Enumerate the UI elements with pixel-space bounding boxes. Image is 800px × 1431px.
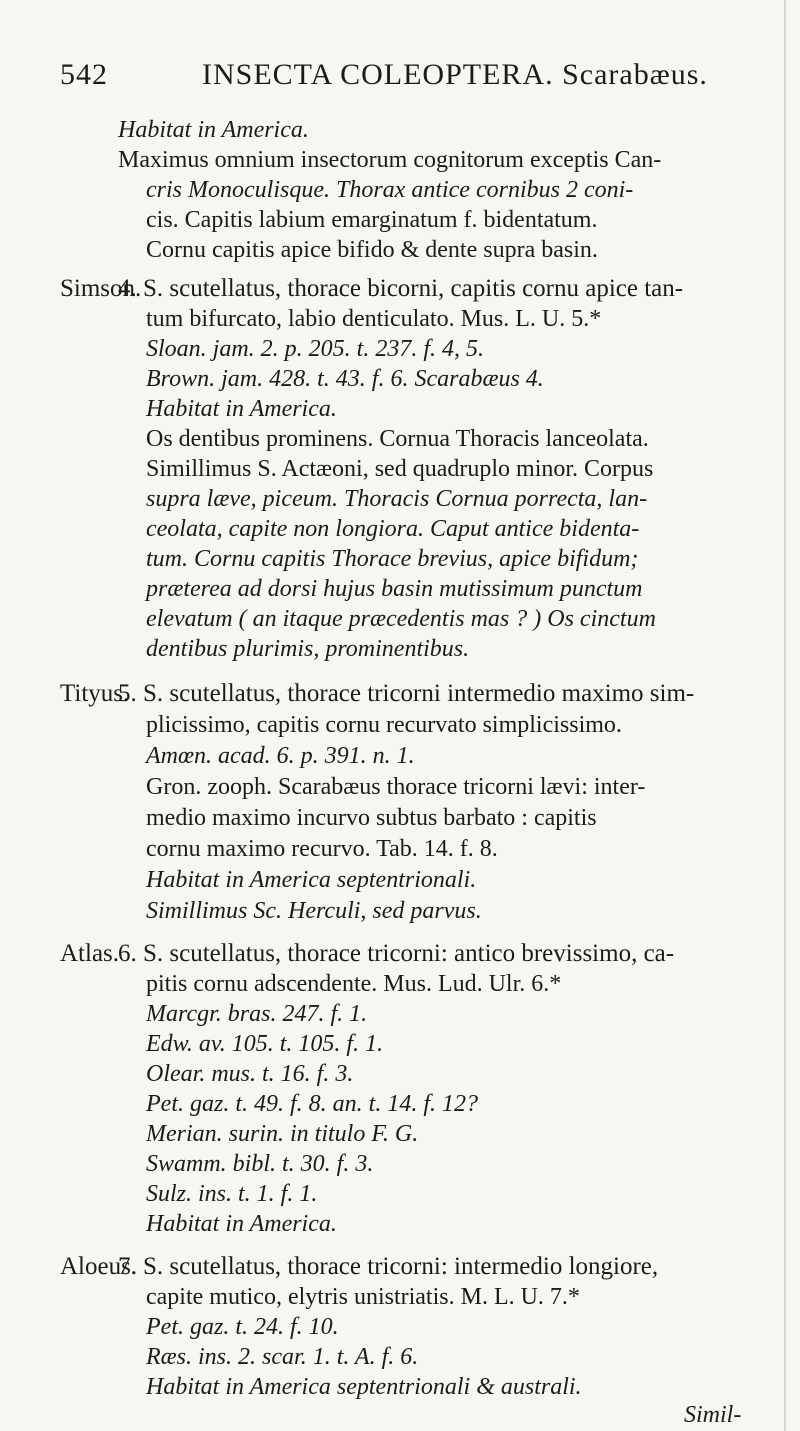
entry-line: plicissimo, capitis cornu recurvato simplicissimo. xyxy=(146,712,622,738)
entry-line: Sulz. ins. t. 1. f. 1. xyxy=(146,1181,318,1207)
entry-line: Simillimus S. Actæoni, sed quadruplo minor. Corpus xyxy=(146,456,654,482)
entry-line: Habitat in America. xyxy=(146,396,337,422)
entry-line: Simillimus Sc. Herculi, sed parvus. xyxy=(146,898,482,924)
entry-line: medio maximo incurvo subtus barbato : capitis xyxy=(146,805,597,831)
entry-line: ceolata, capite non longiora. Caput antice bidenta- xyxy=(146,516,640,542)
entry-line: tum. Cornu capitis Thorace brevius, apice bifidum; xyxy=(146,546,639,572)
intro-line: Maximus omnium insectorum cognitorum exceptis Can- xyxy=(118,147,662,173)
entry-line: Habitat in America. xyxy=(146,1211,337,1237)
entry-line: Pet. gaz. t. 24. f. 10. xyxy=(146,1314,339,1340)
entry-line: supra læve, piceum. Thoracis Cornua porrecta, lan- xyxy=(146,486,648,512)
species-gloss: Simson. xyxy=(60,275,142,302)
entry-line: Swamm. bibl. t. 30. f. 3. xyxy=(146,1151,374,1177)
page-header xyxy=(60,58,760,98)
entry-line: Habitat in America septentrionali. xyxy=(146,867,477,893)
page-edge-shadow xyxy=(784,0,786,1431)
entry-line: Ræs. ins. 2. scar. 1. t. A. f. 6. xyxy=(146,1344,419,1370)
entry-line: elevatum ( an itaque præcedentis mas ? ) Os cinctum xyxy=(146,606,656,632)
entry-line: Edw. av. 105. t. 105. f. 1. xyxy=(146,1031,384,1057)
page-number: 542 xyxy=(60,58,108,91)
intro-line: Cornu capitis apice bifido & dente supra basin. xyxy=(146,237,598,263)
intro-line: Habitat in America. xyxy=(118,117,309,143)
entry-line: Gron. zooph. Scarabæus thorace tricorni lævi: inter- xyxy=(146,774,646,800)
entry-line: præterea ad dorsi hujus basin mutissimum punctum xyxy=(146,576,643,602)
species-diagnosis: 7. S. scutellatus, thorace tricorni: intermedio longiore, xyxy=(118,1253,659,1280)
running-title: INSECTA COLEOPTERA. Scarabæus. xyxy=(202,58,708,91)
entry-line: Marcgr. bras. 247. f. 1. xyxy=(146,1001,368,1027)
entry-line: pitis cornu adscendente. Mus. Lud. Ulr. 6.* xyxy=(146,971,562,997)
entry-line: Sloan. jam. 2. p. 205. t. 237. f. 4, 5. xyxy=(146,336,485,362)
intro-line: cris Monoculisque. Thorax antice cornibus 2 coni- xyxy=(146,177,634,203)
entry-line: Amœn. acad. 6. p. 391. n. 1. xyxy=(146,743,415,769)
entry-line: cornu maximo recurvo. Tab. 14. f. 8. xyxy=(146,836,498,862)
entry-line: Pet. gaz. t. 49. f. 8. an. t. 14. f. 12? xyxy=(146,1091,478,1117)
entry-line: Olear. mus. t. 16. f. 3. xyxy=(146,1061,354,1087)
entry-line: Os dentibus prominens. Cornua Thoracis lanceolata. xyxy=(146,426,649,452)
species-gloss: Aloeus. xyxy=(60,1253,138,1280)
entry-line: Merian. surin. in titulo F. G. xyxy=(146,1121,419,1147)
entry-line: dentibus plurimis, prominentibus. xyxy=(146,636,470,662)
intro-line: cis. Capitis labium emarginatum f. bidentatum. xyxy=(146,207,598,233)
catchword: Simil- xyxy=(684,1402,742,1428)
species-diagnosis: 6. S. scutellatus, thorace tricorni: antico brevissimo, ca- xyxy=(118,940,675,967)
entry-line: tum bifurcato, labio denticulato. Mus. L. U. 5.* xyxy=(146,306,602,332)
species-gloss: Atlas. xyxy=(60,940,120,967)
species-gloss: Tityus. xyxy=(60,680,130,707)
entry-line: Brown. jam. 428. t. 43. f. 6. Scarabæus 4. xyxy=(146,366,544,392)
species-diagnosis: 5. S. scutellatus, thorace tricorni intermedio maximo sim- xyxy=(118,680,695,707)
entry-line: capite mutico, elytris unistriatis. M. L. U. 7.* xyxy=(146,1284,580,1310)
entry-line: Habitat in America septentrionali & australi. xyxy=(146,1374,582,1400)
species-diagnosis: 4. S. scutellatus, thorace bicorni, capitis cornu apice tan- xyxy=(118,275,684,302)
